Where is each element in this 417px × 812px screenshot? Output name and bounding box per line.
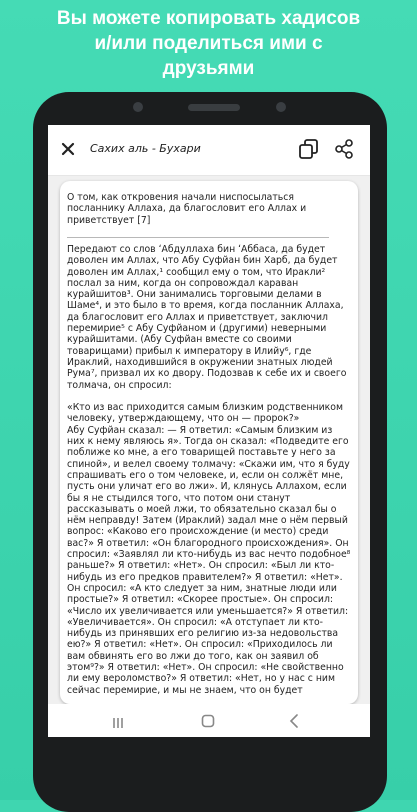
share-icon <box>333 138 355 160</box>
speaker-grille <box>188 104 240 111</box>
promo-line-2: и/или поделиться ими с <box>94 33 323 54</box>
promo-line-1: Вы можете копировать хадисов <box>56 8 361 29</box>
share-button[interactable] <box>333 138 355 160</box>
recent-apps-button[interactable] <box>111 714 125 726</box>
promo-caption <box>0 6 417 81</box>
recent-apps-icon <box>111 717 125 729</box>
close-icon <box>58 139 78 159</box>
home-button[interactable] <box>201 713 215 727</box>
sensor-icon <box>276 102 286 112</box>
app-toolbar <box>48 125 370 176</box>
copy-icon <box>298 138 320 160</box>
camera-icon <box>133 102 143 112</box>
hadith-card[interactable] <box>60 181 358 704</box>
reader-area[interactable] <box>48 176 370 704</box>
chapter-title: О том, как откровения начали ниспосылаться посланнику Аллаха, да благословит его Аллах и приветствует [7] <box>67 192 307 226</box>
hadith-text[interactable]: Передают со слов ʻАбдуллаха бин ʻАббаса, да будет доволен им Аллах, что Абу Суфйан бин Харб, да будет доволен им Аллах,¹ сообщил ему о том, что Иракли² послал за ним, когда он сопровождал караван курайшитов³. Они занимались торговыми делами в Шаме⁴, и это было в то время, когда посланник Аллаха, да благословит его Аллах и приветствует, заключил перемирие⁵ с Абу Суфйаном и (другими) неверными курайшитами. (Абу Суфйан вместе со своими товарищами) прибыл к императору в Илийу⁶, где Ираклий, находившийся в окружении знатных людей Рума⁷, призвал их ко двору. Подозвав к себе их и своего толмача, он спросил: «Кто из вас приходится самым близким родственником человеку, утверждающему, что он — пророк?» Абу Суфйан сказал: — Я ответил: «Самым близким из них к нему являюсь я». Тогда он сказал: «Подведите его поближе ко мне, а его товарищей поставьте у него за спиной», и велел своему толмачу: «Скажи им, что я буду спрашивать его о том человеке, и, если он солжёт мне, пусть они уличат его во лжи». И, клянусь Аллахом, если бы я не стыдился того, что потом они станут рассказывать о моей лжи, то обязательно сказал бы о нём неправду! Затем (Ираклий) задал мне о нём первый вопрос: «Каково его происхождение (и место) среди вас?» Я ответил: «Он благородного происхождения». Он спросил: «Заявлял ли кто-нибудь из вас нечто подобное⁸ раньше?» Я ответил: «Нет». Он спросил: «Был ли кто-нибудь из его предков правителем?» Я ответил: «Нет». Он спросил: «А кто следует за ним, знатные люди или простые?» Я ответил: «Скорее простые». Он спросил: «Число их увеличивается или уменьшается?» Я ответил: «Увеличивается». Он спросил: «А отступает ли кто-нибудь из принявших его религию из-за недовольства ею?» Я ответил: «Нет». Он спросил: «Приходилось ли вам обвинять его во лжи до того, как он заявил об этом⁹?» Я ответил: «Нет». Он спросил: «Не свойственно ли ему вероломство?» Я ответил: «Нет, но у нас с ним сейчас перемирие, и мы не знаем, что он будет <box>67 244 351 696</box>
promo-line-3: друзьями <box>162 58 255 79</box>
system-nav-bar <box>48 704 370 737</box>
back-button[interactable] <box>288 713 300 727</box>
page-title: Сахих аль - Бухари <box>90 142 201 155</box>
home-icon <box>201 714 215 728</box>
copy-button[interactable] <box>298 138 320 160</box>
divider <box>67 237 329 238</box>
close-button[interactable] <box>58 139 78 159</box>
back-icon <box>288 714 300 728</box>
app-screen <box>48 125 370 737</box>
